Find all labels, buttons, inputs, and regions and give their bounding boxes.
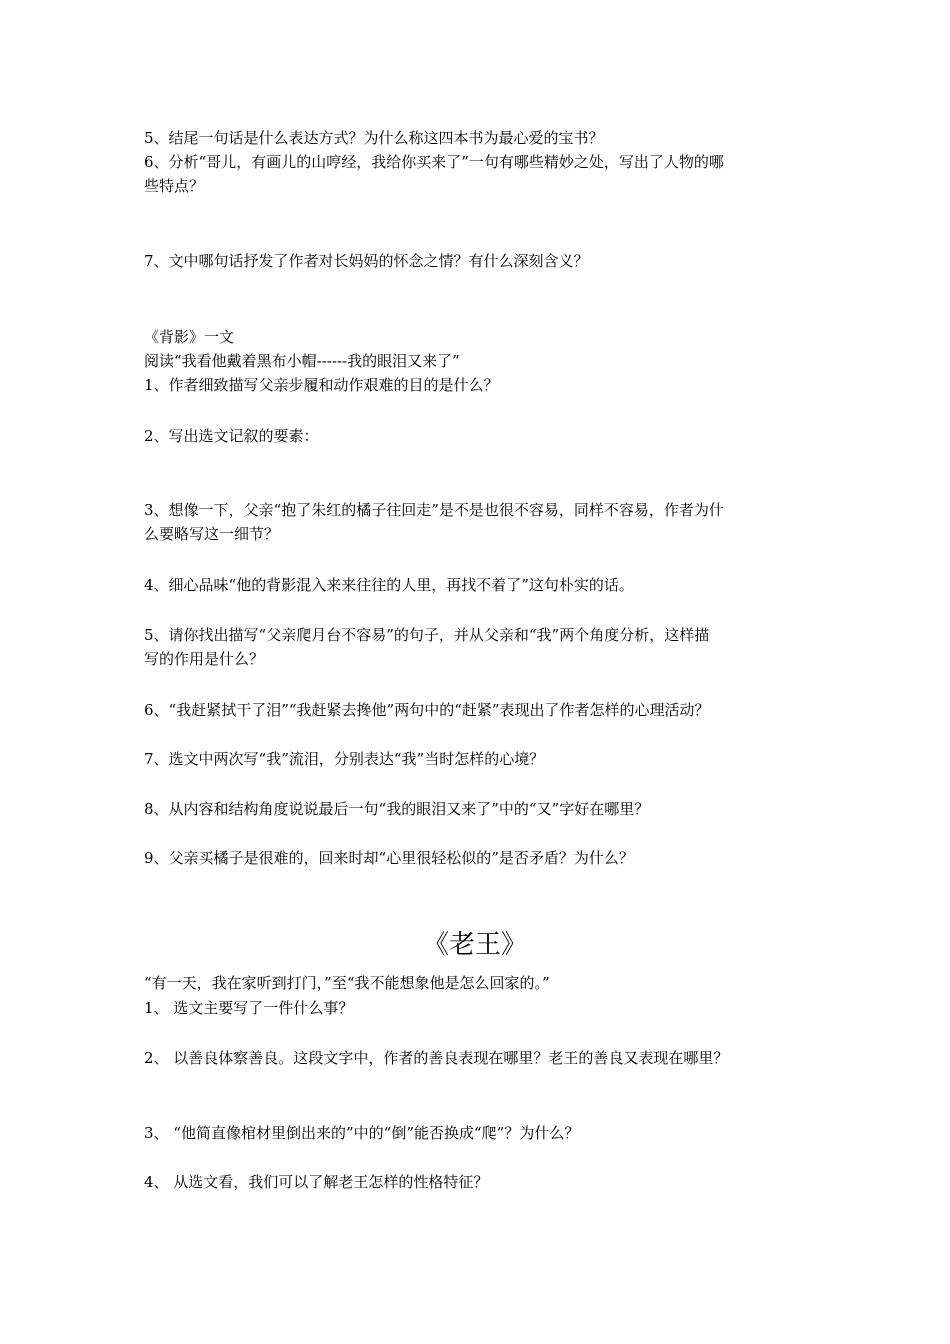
question-5-line-2: 写的作用是什么？ (144, 650, 265, 668)
question-3-line-1: 3、想像一下，父亲“抱了朱红的橘子往回走”是不是也很不容易，同样不容易，作者为什 (144, 501, 724, 519)
section-intro: “有一天，我在家听到打门，”至“我不能想象他是怎么回家的。” (144, 974, 550, 992)
question-6-line-2: 些特点？ (144, 177, 205, 195)
question-3-line-2: 么要略写这一细节？ (144, 525, 280, 543)
question-5: 5、结尾一句话是什么表达方式？为什么称这四本书为最心爱的宝书？ (144, 129, 604, 147)
question-9: 9、父亲买橘子是很难的，回来时却“心里很轻松似的”是否矛盾？为什么？ (144, 849, 634, 867)
section-title: 《老王》 (422, 930, 527, 960)
question-4: 4、细心品味“他的背影混入来来往往的人里，再找不着了”这句朴实的话。 (144, 576, 634, 594)
question-5-line-1: 5、请你找出描写“父亲爬月台不容易”的句子，并从父亲和“我”两个角度分析，这样描 (144, 626, 710, 644)
question-4: 4、 从选文看，我们可以了解老王怎样的性格特征？ (144, 1173, 489, 1191)
question-3: 3、 “他简直像棺材里倒出来的”中的“倒”能否换成“爬”？为什么？ (144, 1124, 580, 1142)
question-6: 6、“我赶紧拭干了泪”“我赶紧去搀他”两句中的“赶紧”表现出了作者怎样的心理活动？ (144, 701, 710, 719)
question-7: 7、选文中两次写“我”流泪，分别表达“我”当时怎样的心境？ (144, 750, 545, 768)
question-1: 1、作者细致描写父亲步履和动作艰难的目的是什么？ (144, 376, 499, 394)
question-7: 7、文中哪句话抒发了作者对长妈妈的怀念之情？有什么深刻含义？ (144, 252, 589, 270)
question-2: 2、 以善良体察善良。这段文字中，作者的善良表现在哪里？老王的善良又表现在哪里？ (144, 1049, 729, 1067)
section-intro: 阅读“我看他戴着黑布小帽------我的眼泪又来了” (144, 352, 460, 370)
question-2: 2、写出选文记叙的要素： (144, 427, 319, 445)
question-6-line-1: 6、分析“哥儿，有画儿的山哼经，我给你买来了”一句有哪些精妙之处，写出了人物的哪 (144, 153, 724, 171)
section-heading: 《背影》一文 (144, 328, 235, 346)
question-1: 1、 选文主要写了一件什么事？ (144, 999, 354, 1017)
question-8: 8、从内容和结构角度说说最后一句“我的眼泪又来了”中的“又”字好在哪里？ (144, 800, 650, 818)
